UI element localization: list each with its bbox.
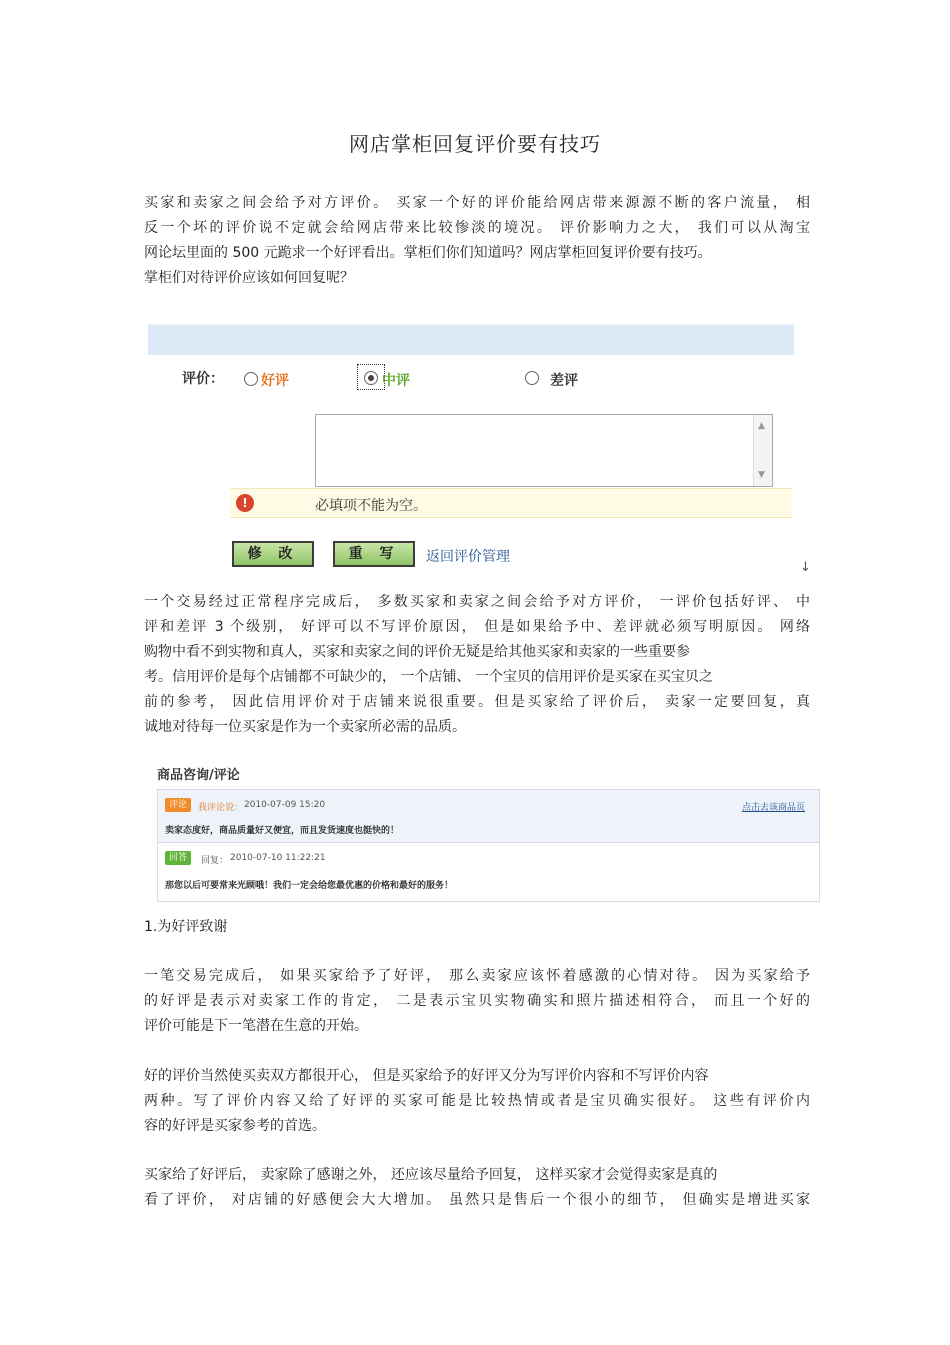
review-form-screenshot — [146, 304, 794, 574]
rewrite-button[interactable]: 重 写 — [333, 541, 415, 567]
comment-box — [157, 789, 820, 902]
text-line: 评价可能是下一笔潜在生意的开始。 — [144, 1018, 368, 1034]
option-good-label: 好评 — [261, 373, 289, 389]
text-line: 反一个坏的评价说不定就会给网店带来比较惨淡的境况。 评价影响力之大， 我们可以从淘宝 — [144, 220, 810, 236]
text-line: 买家给了好评后， 卖家除了感谢之外， 还应该尽量给予回复， 这样买家才会觉得卖家是真的 — [144, 1167, 718, 1183]
reply-label: 回复： — [201, 856, 229, 866]
paragraph-3 — [144, 964, 810, 1039]
review-user: 我评论说： — [198, 803, 244, 813]
text-line: 前的参考， 因此信用评价对于店铺来说很重要。但是买家给了评价后， 卖家一定要回复，真 — [144, 694, 810, 710]
go-to-product-link[interactable]: 点击去该商品页 — [742, 803, 806, 813]
back-to-review-management-link[interactable]: 返回评价管理 — [426, 549, 510, 565]
review-row — [158, 790, 819, 843]
radio-neutral[interactable] — [364, 371, 378, 385]
review-tag: 评论 — [165, 798, 191, 812]
text-line: 一个交易经过正常程序完成后， 多数买家和卖家之间会给予对方评价， 一评价包括好评、 中 — [144, 594, 810, 610]
reply-tag: 回答 — [165, 851, 191, 865]
error-text: 必填项不能为空。 — [315, 498, 427, 514]
text-line: 一笔交易完成后， 如果买家给予了好评， 那么卖家应该怀着感激的心情对待。 因为买家给予 — [144, 968, 810, 984]
paragraph-5 — [144, 1163, 810, 1213]
warning-icon: ! — [236, 494, 254, 512]
page-title: 网店掌柜回复评价要有技巧 — [349, 132, 601, 156]
scroll-down-icon[interactable]: ▼ — [758, 470, 765, 480]
reply-time: 2010-07-10 11:22:21 — [230, 853, 326, 863]
text-line: 买家和卖家之间会给予对方评价。 买家一个好的评价能给网店带来源源不断的客户流量， 相 — [144, 195, 810, 211]
review-time: 2010-07-09 15:20 — [244, 800, 326, 810]
rate-label: 评价： — [182, 371, 224, 387]
scroll-up-icon[interactable]: ▲ — [758, 421, 765, 431]
section-heading: 1.为好评致谢 — [144, 919, 228, 935]
paragraph-2 — [144, 590, 810, 740]
error-message-bar — [230, 488, 792, 518]
text-line: 容的好评是买家参考的首选。 — [144, 1118, 326, 1134]
text-line: 的好评是表示对卖家工作的肯定， 二是表示宝贝实物确实和照片描述相符合， 而且一个好的 — [144, 993, 810, 1009]
down-arrow-icon: ↓ — [800, 560, 811, 575]
modify-button[interactable]: 修 改 — [232, 541, 314, 567]
header-band — [148, 324, 794, 355]
text-line: 考。信用评价是每个店铺都不可缺少的， 一个店铺、 一个宝贝的信用评价是买家在买宝贝之 — [144, 669, 713, 685]
radio-bad[interactable] — [525, 371, 539, 385]
reply-text: 那您以后可要常来光顾哦！我们一定会给您最优惠的价格和最好的服务！ — [165, 881, 454, 891]
intro-paragraph — [144, 191, 810, 291]
text-line: 掌柜们对待评价应该如何回复呢？ — [144, 270, 354, 286]
text-line: 网论坛里面的 500 元跪求一个好评看出。掌柜们你们知道吗？网店掌柜回复评价要有技巧。 — [144, 245, 712, 261]
text-line: 购物中看不到实物和真人，买家和卖家之间的评价无疑是给其他买家和卖家的一些重要参 — [144, 644, 690, 660]
option-bad-label: 差评 — [550, 373, 578, 389]
section-1-title — [144, 915, 810, 940]
comment-heading: 商品咨询/评论 — [157, 768, 240, 783]
text-line: 看了评价， 对店铺的好感便会大大增加。 虽然只是售后一个很小的细节， 但确实是增进买家 — [144, 1192, 810, 1208]
text-line: 好的评价当然使买卖双方都很开心， 但是买家给予的好评又分为写评价内容和不写评价内容 — [144, 1068, 709, 1084]
comment-screenshot — [150, 758, 818, 900]
option-neutral-label: 中评 — [382, 373, 410, 389]
review-textarea[interactable] — [315, 414, 773, 487]
text-line: 诚地对待每一位买家是作为一个卖家所必需的品质。 — [144, 719, 466, 735]
textarea-scrollbar[interactable] — [753, 415, 772, 486]
paragraph-4 — [144, 1064, 810, 1139]
radio-good[interactable] — [244, 372, 258, 386]
text-line: 评和差评 3 个级别， 好评可以不写评价原因， 但是如果给予中、差评就必须写明原因。 网络 — [144, 619, 810, 635]
text-line: 两种。写了评价内容又给了好评的买家可能是比较热情或者是宝贝确实很好。 这些有评价内 — [144, 1093, 810, 1109]
review-text: 卖家态度好，商品质量好又便宜，而且发货速度也挺快的！ — [165, 826, 400, 836]
